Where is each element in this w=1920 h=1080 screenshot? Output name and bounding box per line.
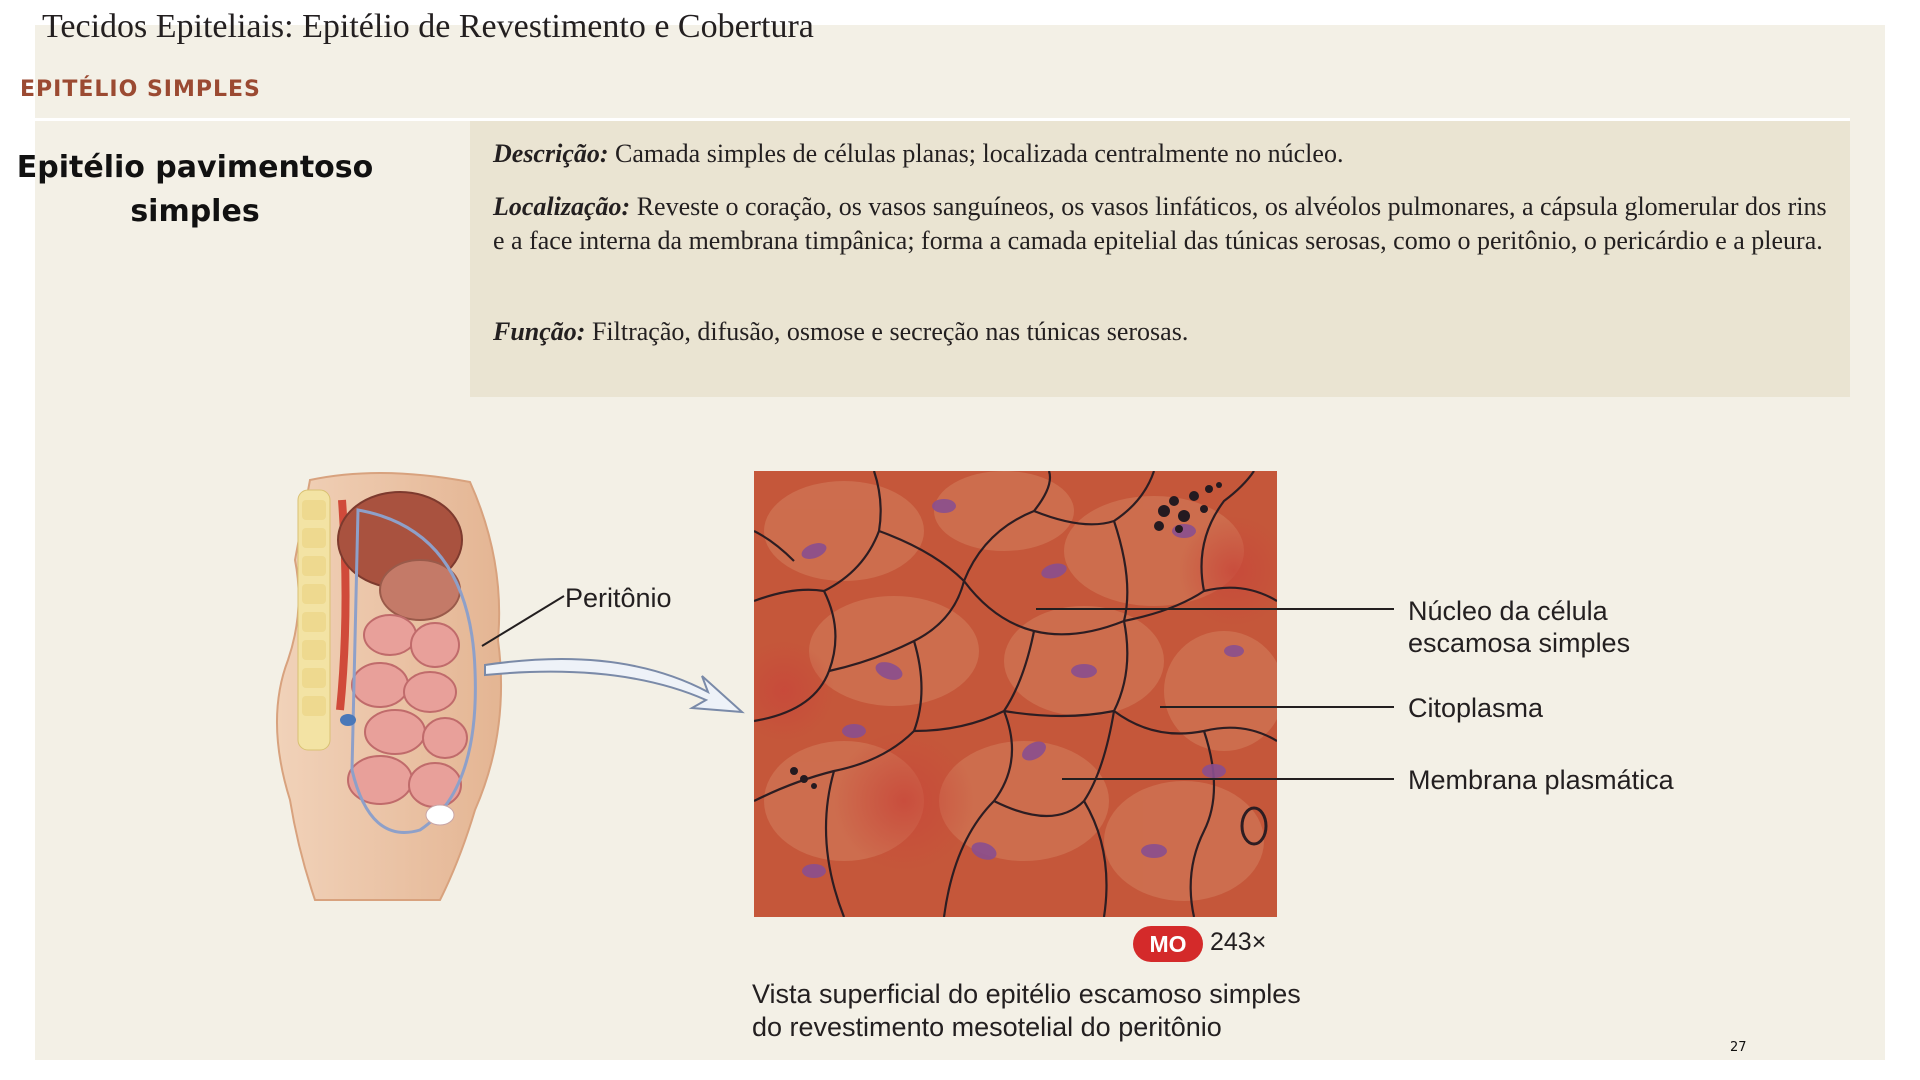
tissue-name-line1: Epitélio pavimentoso: [16, 150, 374, 185]
location-label: Localização:: [493, 192, 631, 221]
page-number: 27: [1730, 1040, 1747, 1055]
function-text: Filtração, difusão, osmose e secreção nas túnicas serosas.: [585, 317, 1189, 346]
function-label: Função:: [493, 317, 586, 346]
light-microscope-badge: MO: [1133, 926, 1203, 962]
location-text: Reveste o coração, os vasos sanguíneos, os vasos linfáticos, os alvéolos pulmonares, a cápsula glomerular dos rins e a face interna da membrana timpânica; forma a camada epitelial das túnicas serosas, como o peritônio, o pericárdio e a pleura.: [493, 192, 1827, 255]
description-text: Camada simples de células planas; localizada centralmente no núcleo.: [608, 139, 1344, 168]
micrograph-simple-squamous: [754, 471, 1277, 917]
vessel-blue: [340, 714, 356, 726]
membrana-leader: [1062, 778, 1394, 780]
page-title: Tecidos Epiteliais: Epitélio de Revestimento e Cobertura: [42, 8, 814, 45]
nucleo-label-line1: Núcleo da célula: [1408, 596, 1608, 626]
peritonio-label: Peritônio: [565, 583, 672, 613]
description-label: Descrição:: [493, 139, 609, 168]
bladder: [426, 805, 454, 825]
tissue-name: [5, 146, 385, 234]
membrana-label: Membrana plasmática: [1408, 765, 1674, 795]
section-heading: EPITÉLIO SIMPLES: [20, 77, 261, 102]
magnification: 243×: [1210, 928, 1267, 956]
tissue-name-line2: simples: [130, 194, 260, 229]
location-paragraph: [493, 190, 1838, 258]
function-paragraph: [493, 315, 1838, 349]
figure-caption: [752, 978, 1301, 1044]
zoom-arrow: [480, 640, 750, 720]
caption-line2: do revestimento mesotelial do peritônio: [752, 1012, 1222, 1042]
description-paragraph: [493, 137, 1838, 171]
nucleo-label-line2: escamosa simples: [1408, 628, 1631, 658]
citoplasma-leader: [1160, 706, 1394, 708]
caption-line1: Vista superficial do epitélio escamoso simples: [752, 979, 1301, 1009]
citoplasma-label: Citoplasma: [1408, 693, 1544, 723]
nucleo-leader: [1036, 608, 1394, 610]
